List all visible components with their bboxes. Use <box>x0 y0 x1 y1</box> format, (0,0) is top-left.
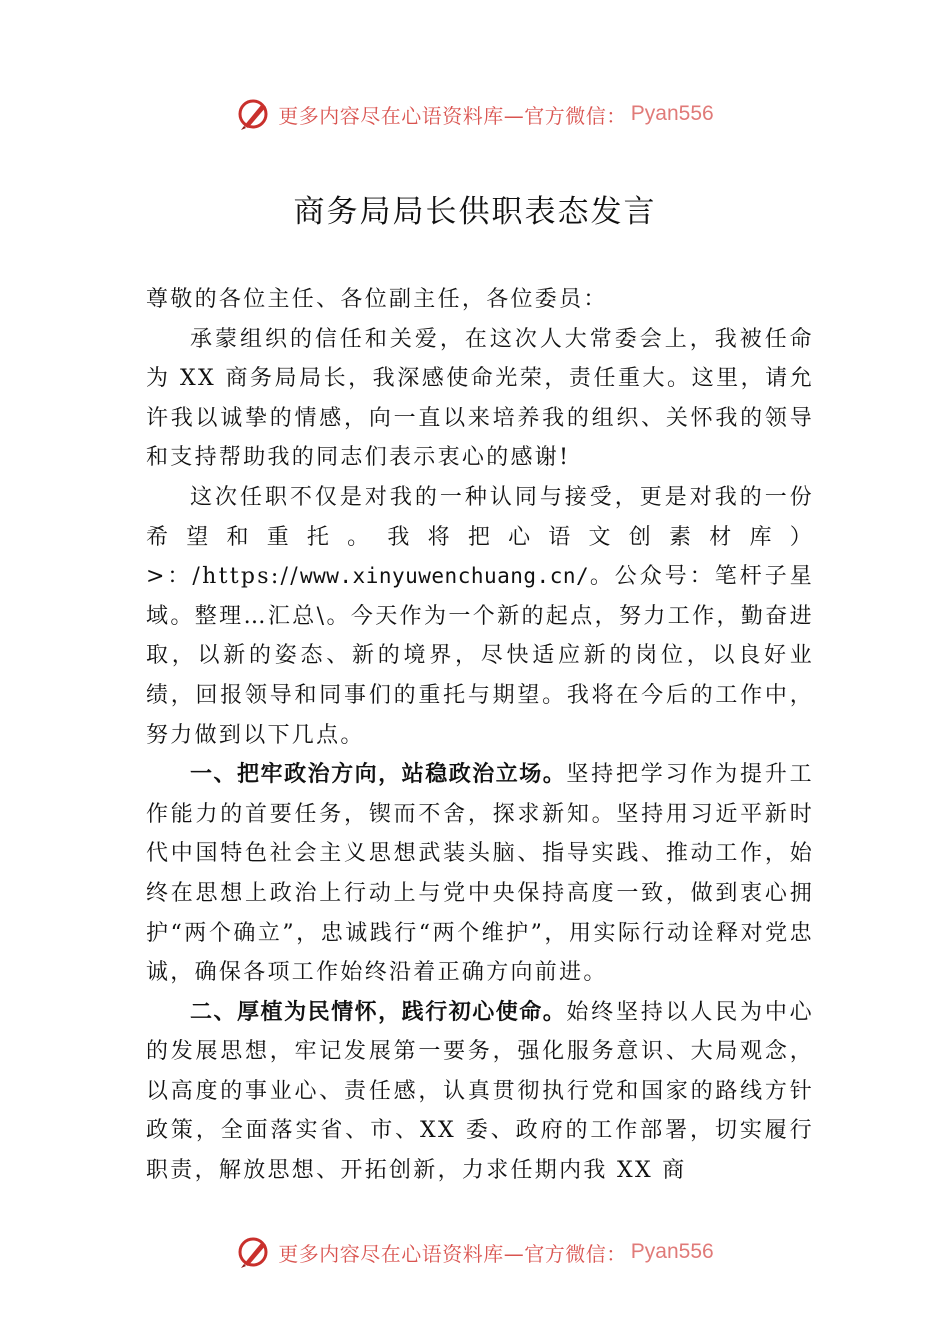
paragraph-3-text: 坚持把学习作为提升工作能力的首要任务，锲而不舍，探求新知。坚持用习近平新时代中国特色社会主义思想武装头脑、指导实践、推动工作，始终在思想上政治上行动上与党中央保持高度一致，做到衷心拥护“两个确立”，忠诚践行“两个维护”，用实际行动诠释对党忠诚，确保各项工作始终沿着正确方向前进。 <box>146 762 814 986</box>
website-url: www.xinyuwenchuang.cn/ <box>299 564 590 589</box>
document-title: 商务局局长供职表态发言 <box>293 194 657 230</box>
paragraph-2 <box>146 478 814 755</box>
document-body <box>146 280 814 1191</box>
pen-logo-icon <box>236 96 272 132</box>
paragraph-2-text-a: 这次任职不仅是对我的一种认同与接受，更是对我的一份希望和重托。我将把心语文创素材库）>：/https:// <box>146 484 814 590</box>
wechat-id: Pyan556 <box>630 102 714 125</box>
footer-banner <box>0 1232 950 1272</box>
paragraph-4 <box>146 993 814 1191</box>
section-heading-2: 二、厚植为民情怀，践行初心使命。 <box>190 999 567 1025</box>
paragraph-3 <box>146 755 814 993</box>
header-banner <box>0 94 950 134</box>
wechat-id: Pyan556 <box>630 1240 714 1263</box>
pen-logo-icon <box>236 1234 272 1270</box>
section-heading-1: 一、把牢政治方向，站稳政治立场。 <box>190 762 567 788</box>
paragraph-4-text: 始终坚持以人民为中心的发展思想，牢记发展第一要务，强化服务意识、大局观念，以高度的事业心、责任感，认真贯彻执行党和国家的路线方针政策，全面落实省、市、XX 委、政府的工作部署，切实履行职责，解放思想、开拓创新，力求任期内我 XX 商 <box>146 999 814 1184</box>
paragraph-2-text-b: 。公众号：笔杆子星域。整理…汇总\。今天作为一个新的起点，努力工作，勤奋进取，以新的姿态、新的境界，尽快适应新的岗位，以良好业绩，回报领导和同事们的重托与期望。我将在今后的工作中，努力做到以下几点。 <box>146 564 815 748</box>
salutation: 尊敬的各位主任、各位副主任，各位委员： <box>146 287 608 312</box>
paragraph-1: 承蒙组织的信任和关爱，在这次人大常委会上，我被任命为 XX 商务局局长，我深感使命光荣，责任重大。这里，请允许我以诚挚的情感，向一直以来培养我的组织、关怀我的领导和支持帮助我的同志们表示衷心的感谢! <box>146 326 814 471</box>
banner-text: 更多内容尽在心语资料库—官方微信： <box>278 103 627 128</box>
banner-text: 更多内容尽在心语资料库—官方微信： <box>278 1241 627 1266</box>
